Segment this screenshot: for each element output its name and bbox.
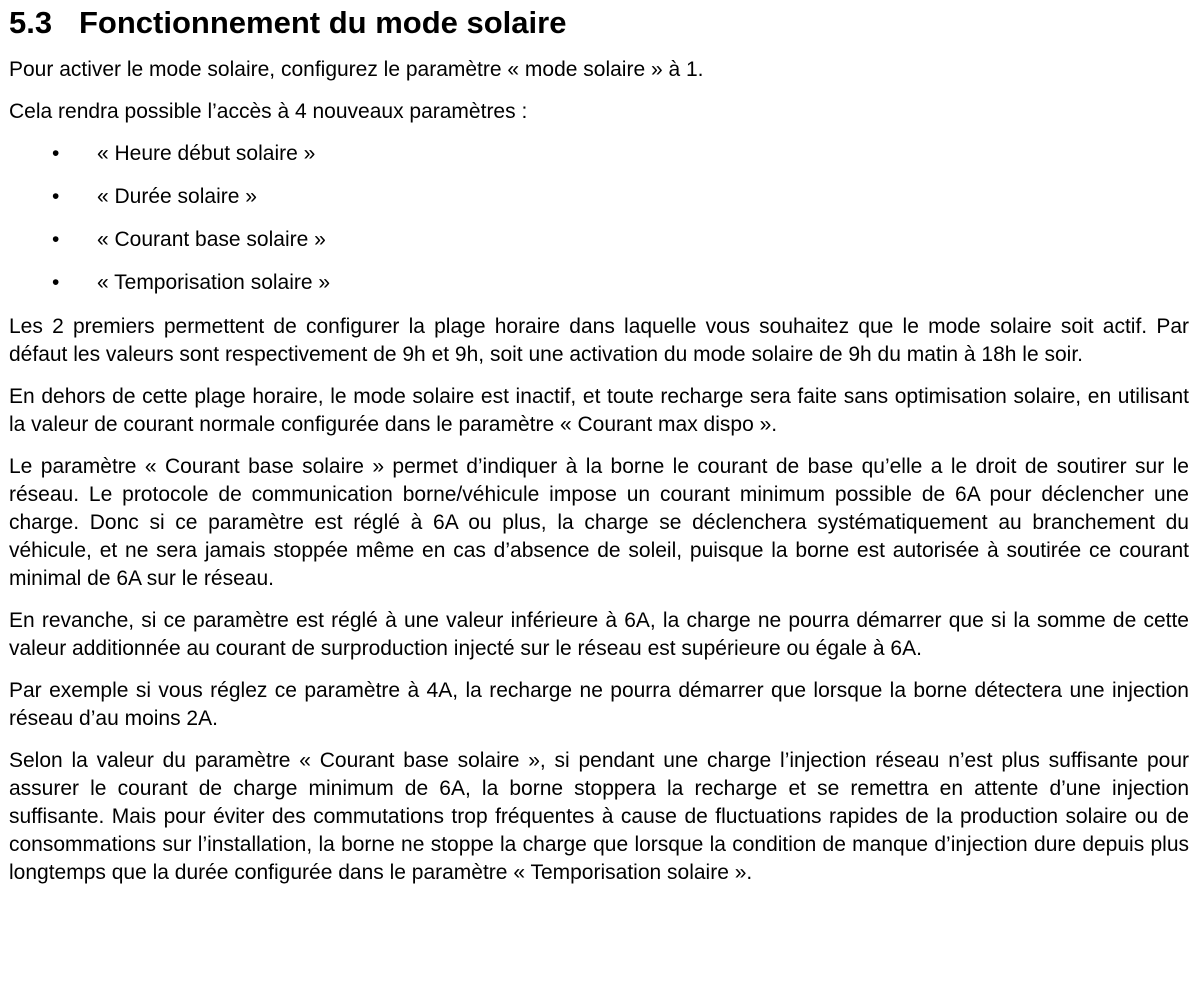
- list-item: [9, 183, 1189, 211]
- list-item: [9, 269, 1189, 297]
- list-item: [9, 140, 1189, 168]
- section-heading: [9, 4, 1189, 42]
- body-paragraph: Par exemple si vous réglez ce paramètre à 4A, la recharge ne pourra démarrer que lorsque la borne détectera une injection réseau d’au moins 2A.: [9, 679, 1189, 730]
- bullet-icon: •: [52, 142, 60, 165]
- section-title: Fonctionnement du mode solaire: [79, 5, 567, 40]
- body-paragraph: Selon la valeur du paramètre « Courant base solaire », si pendant une charge l’injection réseau n’est plus suffisante pour assurer le courant de charge minimum de 6A, la borne stoppera la recharge et se remettra en attente d’une injection suffisante. Mais pour éviter des commutations trop fréquentes à cause de fluctuations rapides de la production solaire ou de consommations sur l’installation, la borne ne stoppe la charge que lorsque la condition de manque d’injection dure depuis plus longtemps que la durée configurée dans le paramètre « Temporisation solaire ».: [9, 749, 1189, 884]
- intro-paragraph: Pour activer le mode solaire, configurez le paramètre « mode solaire » à 1.: [9, 58, 704, 81]
- body-paragraph: Les 2 premiers permettent de configurer la plage horaire dans laquelle vous souhaitez que le mode solaire soit actif. Par défaut les valeurs sont respectivement de 9h et 9h, soit une activation du mode solaire de 9h du matin à 18h le soir.: [9, 315, 1189, 366]
- document-page: [9, 0, 1189, 887]
- bullet-icon: •: [52, 185, 60, 208]
- body-paragraph: En dehors de cette plage horaire, le mode solaire est inactif, et toute recharge sera faite sans optimisation solaire, en utilisant la valeur de courant normale configurée dans le paramètre « Courant max dispo ».: [9, 385, 1189, 436]
- list-item-label: « Heure début solaire »: [97, 142, 316, 165]
- parameter-list: [9, 140, 1189, 297]
- list-item-label: « Temporisation solaire »: [97, 271, 331, 294]
- body-paragraph: En revanche, si ce paramètre est réglé à une valeur inférieure à 6A, la charge ne pourra démarrer que si la somme de cette valeur additionnée au courant de surproduction injecté sur le réseau est supérieure ou égale à 6A.: [9, 609, 1189, 660]
- list-item-label: « Courant base solaire »: [97, 228, 326, 251]
- list-item: [9, 226, 1189, 254]
- bullet-icon: •: [52, 228, 60, 251]
- body-paragraph: Le paramètre « Courant base solaire » permet d’indiquer à la borne le courant de base qu’elle a le droit de soutirer sur le réseau. Le protocole de communication borne/véhicule impose un courant minimum possible de 6A pour déclencher une charge. Donc si ce paramètre est réglé à 6A ou plus, la charge se déclenchera systématiquement au branchement du véhicule, et ne sera jamais stoppée même en cas d’absence de soleil, puisque la borne est autorisée à soutirée ce courant minimal de 6A sur le réseau.: [9, 455, 1189, 590]
- list-item-label: « Durée solaire »: [97, 185, 257, 208]
- bullet-icon: •: [52, 271, 60, 294]
- parameters-intro-paragraph: Cela rendra possible l’accès à 4 nouveaux paramètres :: [9, 100, 528, 123]
- section-number: 5.3: [9, 5, 53, 40]
